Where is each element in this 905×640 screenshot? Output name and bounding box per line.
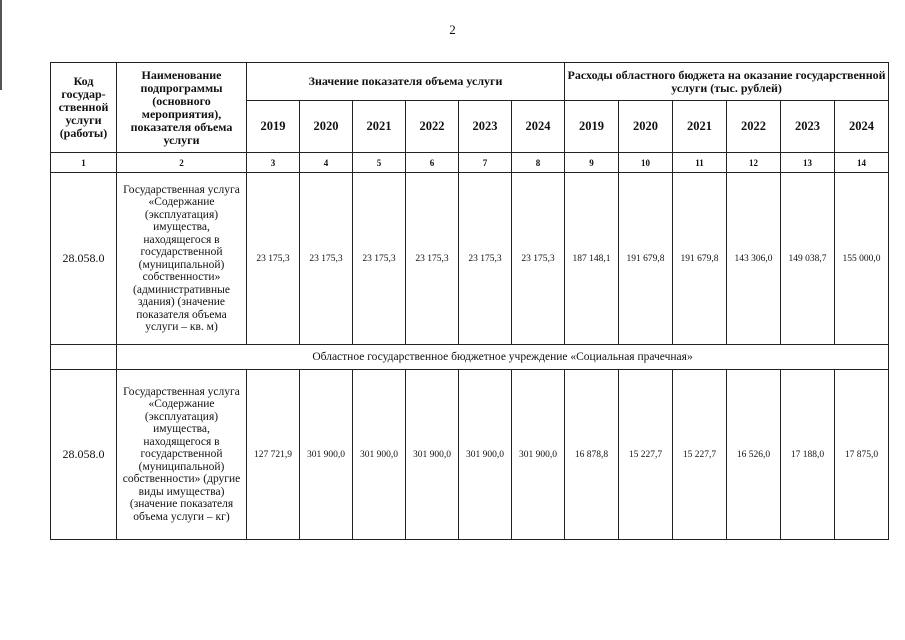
header-name: Наименование подпрограммы (основного мероприятия), показателя объема услуги	[117, 63, 247, 153]
column-number-row	[51, 153, 889, 173]
table-row	[51, 173, 889, 345]
header-expense-year: 2021	[673, 101, 727, 153]
organization-name: Областное государственное бюджетное учреждение «Социальная прачечная»	[117, 345, 889, 370]
volume-value: 23 175,3	[406, 173, 459, 345]
volume-value: 301 900,0	[353, 370, 406, 540]
expense-value: 16 878,8	[565, 370, 619, 540]
expense-value: 17 875,0	[835, 370, 889, 540]
volume-value: 23 175,3	[247, 173, 300, 345]
column-number: 1	[51, 153, 117, 173]
header-expense-year: 2019	[565, 101, 619, 153]
expense-value: 15 227,7	[619, 370, 673, 540]
header-volume-year: 2023	[459, 101, 512, 153]
column-number: 11	[673, 153, 727, 173]
header-volume-year: 2020	[300, 101, 353, 153]
organization-row	[51, 345, 889, 370]
column-number: 8	[512, 153, 565, 173]
header-volume-year: 2021	[353, 101, 406, 153]
volume-value: 301 900,0	[459, 370, 512, 540]
column-number: 9	[565, 153, 619, 173]
column-number: 5	[353, 153, 406, 173]
header-expense-group: Расходы областного бюджета на оказание государственной услуги (тыс. рублей)	[565, 63, 889, 101]
expense-value: 143 306,0	[727, 173, 781, 345]
header-code: Код государ-ственной услуги (работы)	[51, 63, 117, 153]
scan-edge	[0, 0, 2, 90]
table-row	[51, 370, 889, 540]
expense-value: 191 679,8	[619, 173, 673, 345]
column-number: 10	[619, 153, 673, 173]
column-number: 2	[117, 153, 247, 173]
column-number: 12	[727, 153, 781, 173]
expense-value: 155 000,0	[835, 173, 889, 345]
header-volume-year: 2022	[406, 101, 459, 153]
service-code: 28.058.0	[51, 173, 117, 345]
header-expense-year: 2020	[619, 101, 673, 153]
header-expense-year: 2022	[727, 101, 781, 153]
volume-value: 127 721,9	[247, 370, 300, 540]
volume-value: 23 175,3	[512, 173, 565, 345]
header-volume-year: 2024	[512, 101, 565, 153]
expense-value: 16 526,0	[727, 370, 781, 540]
volume-value: 301 900,0	[300, 370, 353, 540]
header-volume-year: 2019	[247, 101, 300, 153]
volume-value: 301 900,0	[512, 370, 565, 540]
column-number: 14	[835, 153, 889, 173]
column-number: 3	[247, 153, 300, 173]
expense-value: 15 227,7	[673, 370, 727, 540]
expense-value: 191 679,8	[673, 173, 727, 345]
report-table	[50, 62, 889, 540]
service-code: 28.058.0	[51, 370, 117, 540]
volume-value: 23 175,3	[300, 173, 353, 345]
header-expense-year: 2023	[781, 101, 835, 153]
header-volume-group: Значение показателя объема услуги	[247, 63, 565, 101]
expense-value: 187 148,1	[565, 173, 619, 345]
volume-value: 301 900,0	[406, 370, 459, 540]
column-number: 7	[459, 153, 512, 173]
column-number: 4	[300, 153, 353, 173]
column-number: 13	[781, 153, 835, 173]
header-expense-year: 2024	[835, 101, 889, 153]
column-number: 6	[406, 153, 459, 173]
service-name: Государственная услуга «Содержание (эксплуатация) имущества, находящегося в государственной (муниципальной) собственности» (административные здания) (значение показателя объема услуги – кв. м)	[117, 173, 247, 345]
expense-value: 17 188,0	[781, 370, 835, 540]
page-number: 2	[449, 22, 456, 37]
service-name: Государственная услуга «Содержание (эксплуатация) имущества, находящегося в государственной (муниципальной) собственности» (другие виды имущества) (значение показателя объема услуги – кг)	[117, 370, 247, 540]
header-row-group	[51, 63, 889, 101]
organization-spacer	[51, 345, 117, 370]
volume-value: 23 175,3	[459, 173, 512, 345]
volume-value: 23 175,3	[353, 173, 406, 345]
expense-value: 149 038,7	[781, 173, 835, 345]
